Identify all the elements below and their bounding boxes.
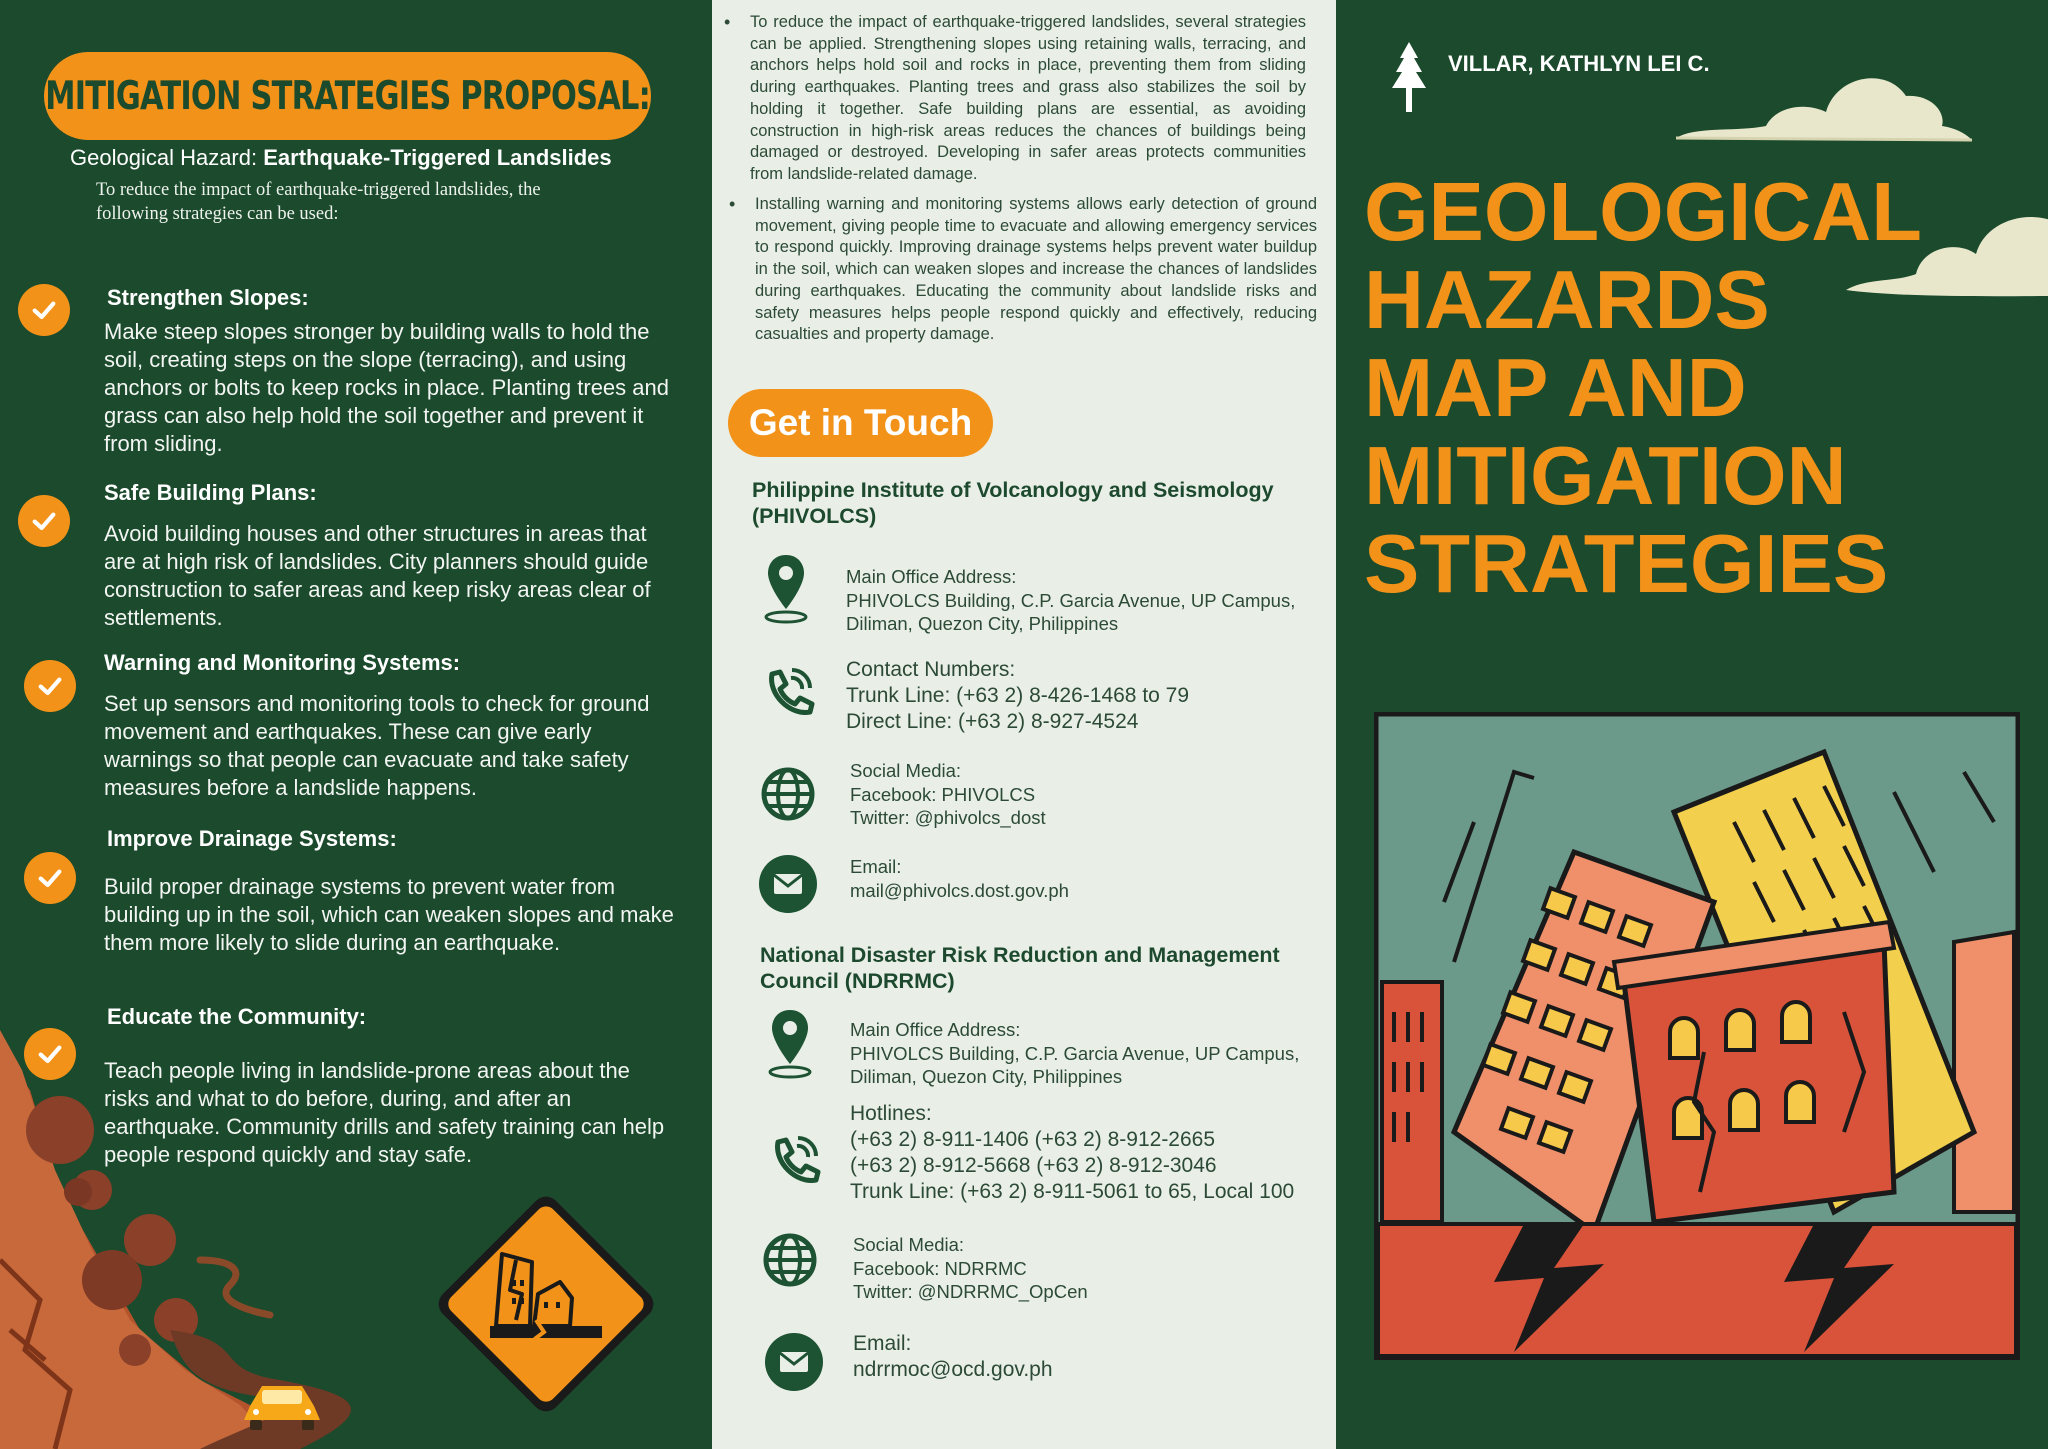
address-line: Diliman, Quezon City, Philippines <box>850 1066 1123 1087</box>
earthquake-warning-sign <box>432 1190 660 1418</box>
org2-address <box>850 1018 1299 1089</box>
org2-social-media <box>853 1233 1088 1304</box>
social-line: Facebook: NDRRMC <box>853 1257 1027 1279</box>
org2-email <box>853 1331 1053 1383</box>
strategy-description: Avoid building houses and other structures in areas that are at high risk of landslides. City planners should guide construction to safer areas and keep risky areas clear of settlements. <box>104 521 651 630</box>
title-line: HAZARDS <box>1364 253 1770 346</box>
cloud-icon <box>1656 46 1976 156</box>
contact-label: Contact Numbers: <box>846 658 1016 681</box>
org-name-phivolcs: Philippine Institute of Volcanology and Seismology (PHIVOLCS) <box>752 478 1274 528</box>
strategy-description: Set up sensors and monitoring tools to check for ground movement and earthquakes. These can give early warnings so that people can evacuate and take safety measures before a landslide happens. <box>104 691 650 800</box>
strategy-title: Safe Building Plans: <box>104 480 317 505</box>
phone-icon <box>764 1128 824 1192</box>
address-label: Main Office Address: <box>846 566 1017 587</box>
strategy-title: Strengthen Slopes: <box>107 285 309 310</box>
hotline-line: (+63 2) 8-911-1406 (+63 2) 8-912-2665 <box>850 1128 1216 1151</box>
pine-tree-icon <box>1384 40 1434 114</box>
social-line: Facebook: PHIVOLCS <box>850 783 1036 805</box>
org1-contact-numbers <box>846 657 1189 735</box>
contact-line: Trunk Line: (+63 2) 8-426-1468 to 79 <box>846 684 1190 707</box>
social-line: Twitter: @NDRRMC_OpCen <box>853 1281 1088 1302</box>
address-line: PHIVOLCS Building, C.P. Garcia Avenue, UP Campus, <box>846 589 1296 611</box>
title-line: MITIGATION <box>1364 429 1847 522</box>
title-line: STRATEGIES <box>1364 517 1889 610</box>
org-name-ndrrmc: National Disaster Risk Reduction and Management Council (NDRRMC) <box>760 943 1280 993</box>
address-line: PHIVOLCS Building, C.P. Garcia Avenue, UP Campus, <box>850 1042 1300 1064</box>
proposal-title-banner <box>44 52 651 140</box>
social-label: Social Media: <box>853 1234 965 1255</box>
author-name: VILLAR, KATHLYN LEI C. <box>1448 51 1710 76</box>
email-icon <box>758 852 818 916</box>
strategy-title: Improve Drainage Systems: <box>107 826 397 851</box>
address-label: Main Office Address: <box>850 1019 1021 1040</box>
email-label: Email: <box>853 1332 912 1355</box>
summary-bullet: • To reduce the impact of earthquake-triggered landslides, several strategies can be applied. Strengthening slopes using retaining walls, terracing, and anchors helps hold soil and rocks in place, preventing them from sliding during earthquakes. Planting trees and grass also stabilizes the soil by holding it together. Safe building plans are essential, as avoiding construction in high-risk areas reduces the chances of buildings being damaged or destroyed. Developing in safer areas protects communities from landslide-related damage. <box>750 12 1306 186</box>
address-line: Diliman, Quezon City, Philippines <box>846 613 1119 634</box>
contact-line: Direct Line: (+63 2) 8-927-4524 <box>846 710 1139 733</box>
org1-social-media <box>850 759 1046 830</box>
email-icon <box>764 1330 824 1394</box>
hazard-value: Earthquake-Triggered Landslides <box>263 145 612 170</box>
earthquake-buildings-illustration <box>1374 712 2020 1360</box>
checkmark-icon <box>24 660 76 712</box>
checkmark-icon <box>24 852 76 904</box>
strategy-description: Teach people living in landslide-prone areas about the risks and what to do before, during, and after an earthquake. Community drills and safety training can help people respond quickly and stay safe. <box>104 1058 665 1167</box>
org1-address <box>846 565 1295 636</box>
org2-hotlines <box>850 1101 1294 1205</box>
summary-bullet: • Installing warning and monitoring systems allows early detection of ground movement, giving people time to evacuate and allowing emergency services to respond quickly. Improving drainage systems helps prevent water buildup in the soil, which can weaken slopes and increase the chances of landslides during earthquakes. Educating the community about landslide risks and safety measures helps people respond quickly and effectively, reducing casualties and property damage. <box>755 194 1317 346</box>
email-address[interactable]: ndrrmoc@ocd.gov.ph <box>853 1358 1053 1381</box>
landslide-illustration <box>0 1010 420 1449</box>
hotline-line: (+63 2) 8-912-5668 (+63 2) 8-912-3046 <box>850 1154 1217 1177</box>
org1-email <box>850 855 1069 902</box>
location-pin-icon <box>756 558 816 622</box>
social-line: Twitter: @phivolcs_dost <box>850 807 1046 828</box>
middle-panel <box>712 0 1336 1449</box>
strategy-description: Build proper drainage systems to prevent water from building up in the soil, which can weaken slopes and make them more likely to slide during an earthquake. <box>104 874 674 955</box>
left-panel <box>0 0 712 1449</box>
intro-text: To reduce the impact of earthquake-triggered landslides, the following strategies can be used: <box>96 180 541 224</box>
hazard-line <box>70 145 612 171</box>
title-line: GEOLOGICAL <box>1364 165 1922 258</box>
hazard-label: Geological Hazard: <box>70 145 264 170</box>
globe-icon <box>760 1228 820 1292</box>
location-pin-icon <box>760 1013 820 1077</box>
title-line: MAP AND <box>1364 341 1747 434</box>
strategy-title: Warning and Monitoring Systems: <box>104 650 461 675</box>
main-title <box>1364 165 1922 610</box>
hotlines-label: Hotlines: <box>850 1102 932 1125</box>
phone-icon <box>758 660 818 724</box>
hotline-line: Trunk Line: (+63 2) 8-911-5061 to 65, Local 100 <box>850 1180 1295 1203</box>
social-label: Social Media: <box>850 760 962 781</box>
strategy-title: Educate the Community: <box>107 1004 367 1029</box>
checkmark-icon <box>18 284 70 336</box>
strategy-description: Make steep slopes stronger by building walls to hold the soil, creating steps on the slope (terracing), and using anchors or bolts to keep rocks in place. Planting trees and grass can also help hold the soil together and prevent it from sliding. <box>104 319 669 456</box>
checkmark-icon <box>18 495 70 547</box>
get-in-touch-heading: Get in Touch <box>728 389 993 457</box>
proposal-title: MITIGATION STRATEGIES PROPOSAL: <box>45 73 650 119</box>
email-address[interactable]: mail@phivolcs.dost.gov.ph <box>850 879 1069 901</box>
right-panel <box>1336 0 2048 1449</box>
email-label: Email: <box>850 856 902 877</box>
globe-icon <box>758 762 818 826</box>
